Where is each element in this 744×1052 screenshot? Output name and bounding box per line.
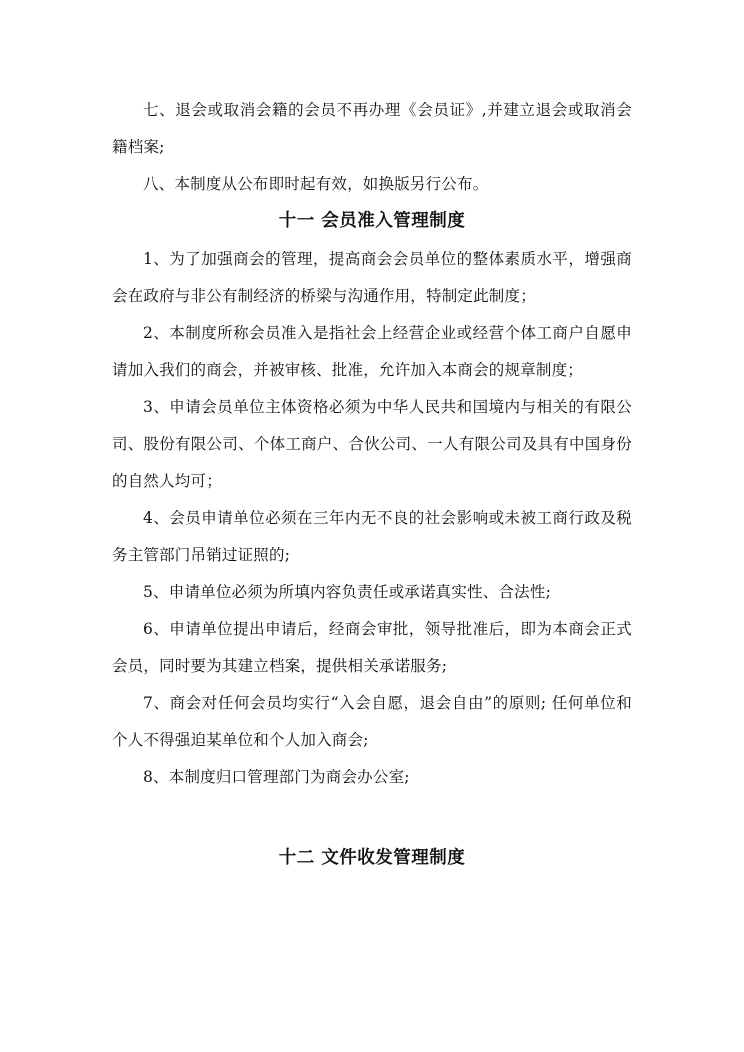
section-11-item-1: 1、为了加强商会的管理，提高商会会员单位的整体素质水平，增强商会在政府与非公有制经济的桥梁与沟通作用，特制定此制度； (112, 250, 632, 305)
section-11-item-3: 3、申请会员单位主体资格必须为中华人民共和国境内与相关的有限公司、股份有限公司、个体工商户、合伙公司、一人有限公司及具有中国身份的自然人均可； (112, 398, 632, 490)
section-11-item-4: 4、会员申请单位必须在三年内无不良的社会影响或未被工商行政及税务主管部门吊销过证照的; (112, 509, 632, 564)
section-11-item-6: 6、申请单位提出申请后，经商会审批，领导批准后，即为本商会正式会员，同时要为其建立档案，提供相关承诺服务; (112, 620, 632, 675)
section-11-item-2: 2、本制度所称会员准入是指社会上经营企业或经营个体工商户自愿申请加入我们的商会，并被审核、批准，允许加入本商会的规章制度； (112, 324, 632, 379)
document-page (112, 92, 632, 876)
section-11-item-8: 8、本制度归口管理部门为商会办公室; (143, 768, 410, 786)
section-11-title: 十一 会员准入管理制度 (278, 211, 466, 231)
section-11-item-7: 7、商会对任何会员均实行“入会自愿，退会自由”的原则; 任何单位和个人不得强迫某单位和个人加入商会; (112, 694, 632, 749)
section-11-item-5: 5、申请单位必须为所填内容负责任或承诺真实性、合法性; (143, 583, 551, 601)
paragraph-7: 七、退会或取消会籍的会员不再办理《会员证》,并建立退会或取消会籍档案; (112, 101, 632, 156)
paragraph-8: 八、本制度从公布即时起有效，如换版另行公布。 (143, 175, 489, 193)
section-12-title: 十二 文件收发管理制度 (278, 848, 466, 868)
